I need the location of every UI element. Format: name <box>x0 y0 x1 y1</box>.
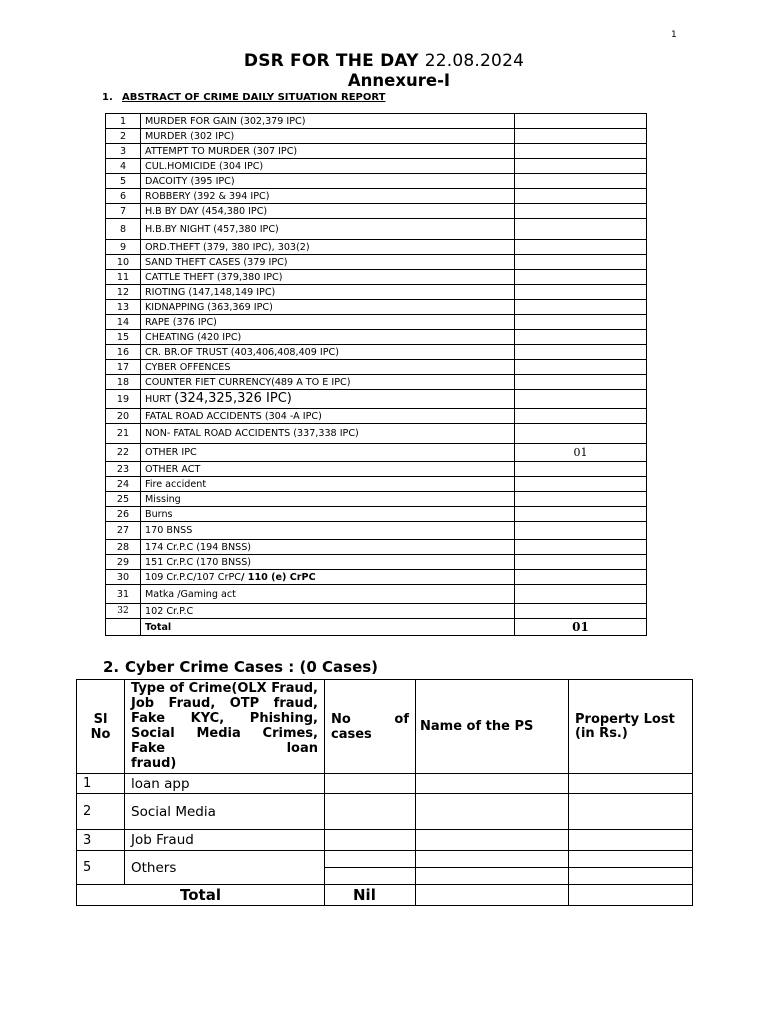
table-row <box>106 409 647 424</box>
row-count <box>515 345 647 360</box>
table-row <box>106 240 647 255</box>
table-row <box>106 390 647 409</box>
row-crime-head: Total <box>141 619 515 636</box>
table-row <box>106 570 647 585</box>
row-sl-no: 10 <box>106 255 141 270</box>
row-ps <box>416 830 569 851</box>
row-sl-no: 13 <box>106 300 141 315</box>
table-row <box>106 330 647 345</box>
row-sl-no: 1 <box>106 114 141 129</box>
row-count <box>515 114 647 129</box>
table-row <box>106 360 647 375</box>
row-sl-no: 3 <box>106 144 141 159</box>
row-crime-head: 102 Cr.P.C <box>141 604 515 619</box>
row-crime-head: CUL.HOMICIDE (304 IPC) <box>141 159 515 174</box>
row-sl-no: 26 <box>106 507 141 522</box>
row-count <box>515 159 647 174</box>
table-row <box>106 144 647 159</box>
row-sl-no: 30 <box>106 570 141 585</box>
row-property <box>569 868 693 885</box>
header-cases-line1: No of <box>331 711 409 727</box>
row-sl-no: 11 <box>106 270 141 285</box>
header-property-line1: Property Lost <box>575 711 675 727</box>
crime-abstract-table <box>105 113 647 636</box>
row-ps <box>416 868 569 885</box>
total-label: Total <box>77 885 325 906</box>
row-crime-head: 170 BNSS <box>141 522 515 540</box>
row-sl-no: 14 <box>106 315 141 330</box>
row-sl-no: 22 <box>106 444 141 462</box>
table-row <box>106 189 647 204</box>
report-title <box>0 51 768 71</box>
row-property <box>569 774 693 794</box>
row-count <box>515 462 647 477</box>
table-row <box>106 375 647 390</box>
row-crime-head: Missing <box>141 492 515 507</box>
table-row <box>106 444 647 462</box>
row-crime-head: RAPE (376 IPC) <box>141 315 515 330</box>
row-ps <box>416 851 569 868</box>
row-crime-head: 174 Cr.P.C (194 BNSS) <box>141 540 515 555</box>
row-ps <box>416 774 569 794</box>
row-property <box>569 851 693 868</box>
table-row <box>106 204 647 219</box>
section1-title: ABSTRACT OF CRIME DAILY SITUATION REPORT <box>122 92 386 103</box>
row-count <box>515 300 647 315</box>
row-sl-no: 32 <box>106 604 141 619</box>
total-property <box>569 885 693 906</box>
section2-title: Cyber Crime Cases : (0 Cases) <box>125 658 379 676</box>
row-count <box>515 315 647 330</box>
cyber-table-header-row <box>77 680 693 774</box>
row-sl: 2 <box>77 794 125 830</box>
row-sl-no: 31 <box>106 585 141 604</box>
section1-number: 1. <box>102 92 113 103</box>
crime-bold-part: / 110 (e) CrPC <box>240 571 316 583</box>
row-count <box>515 219 647 240</box>
crime-prefix: 109 Cr.P.C/107 CrPC <box>145 571 241 583</box>
row-count <box>515 492 647 507</box>
total-count: 01 <box>515 619 647 636</box>
row-count <box>515 129 647 144</box>
table-row <box>106 604 647 619</box>
title-prefix: DSR FOR THE DAY <box>243 51 425 71</box>
table-row <box>106 255 647 270</box>
header-type-main: Type of Crime(OLX Fraud, Job Fraud, OTP fraud, Fake KYC, Phishing, Social Media Crimes, Fake loan <box>131 681 318 756</box>
row-sl-no: 7 <box>106 204 141 219</box>
table-row <box>106 219 647 240</box>
table-row <box>106 129 647 144</box>
row-sl: 3 <box>77 830 125 851</box>
row-sl-no: 15 <box>106 330 141 345</box>
row-cases <box>325 830 416 851</box>
table-row <box>106 159 647 174</box>
section1-heading <box>102 92 385 103</box>
row-crime-head <box>141 570 515 585</box>
row-crime-head: COUNTER FIET CURRENCY(489 A TO E IPC) <box>141 375 515 390</box>
row-sl-no: 23 <box>106 462 141 477</box>
row-count <box>515 240 647 255</box>
row-count <box>515 330 647 345</box>
row-crime-head: CHEATING (420 IPC) <box>141 330 515 345</box>
table-row <box>106 477 647 492</box>
table-row <box>77 830 693 851</box>
row-sl-no: 12 <box>106 285 141 300</box>
crime-prefix: HURT <box>145 394 175 405</box>
row-sl-no: 2 <box>106 129 141 144</box>
table-row <box>106 540 647 555</box>
row-count <box>515 540 647 555</box>
row-crime-head: SAND THEFT CASES (379 IPC) <box>141 255 515 270</box>
row-sl-no: 16 <box>106 345 141 360</box>
row-count <box>515 270 647 285</box>
header-sl-no <box>77 680 125 774</box>
table-row <box>106 114 647 129</box>
row-type: Social Media <box>125 794 325 830</box>
table-row <box>106 507 647 522</box>
row-crime-head: OTHER ACT <box>141 462 515 477</box>
row-crime-head: CR. BR.OF TRUST (403,406,408,409 IPC) <box>141 345 515 360</box>
table-row <box>77 851 693 868</box>
row-count <box>515 390 647 409</box>
row-sl-no: 6 <box>106 189 141 204</box>
table-row <box>106 462 647 477</box>
row-sl-no: 18 <box>106 375 141 390</box>
table-row <box>106 285 647 300</box>
row-sl-no: 5 <box>106 174 141 189</box>
row-crime-head: ROBBERY (392 & 394 IPC) <box>141 189 515 204</box>
row-crime-head: ATTEMPT TO MURDER (307 IPC) <box>141 144 515 159</box>
row-sl-no: 20 <box>106 409 141 424</box>
row-count <box>515 409 647 424</box>
row-count <box>515 424 647 444</box>
table-row <box>106 300 647 315</box>
row-crime-head: OTHER IPC <box>141 444 515 462</box>
row-sl: 5 <box>77 851 125 885</box>
table-row <box>106 585 647 604</box>
row-sl-no: 28 <box>106 540 141 555</box>
crime-sections: (324,325,326 IPC) <box>174 391 292 406</box>
row-sl-no: 17 <box>106 360 141 375</box>
row-count <box>515 555 647 570</box>
row-crime-head: DACOITY (395 IPC) <box>141 174 515 189</box>
row-sl-no: 25 <box>106 492 141 507</box>
row-crime-head: ORD.THEFT (379, 380 IPC), 303(2) <box>141 240 515 255</box>
row-type: Others <box>125 851 325 885</box>
page-number: 1 <box>671 30 677 40</box>
header-ps-name: Name of the PS <box>416 680 569 774</box>
table-row <box>106 345 647 360</box>
header-type-last: fraud) <box>131 756 177 771</box>
table-row <box>77 774 693 794</box>
header-sl-line2: No <box>90 726 111 742</box>
row-crime-head: Burns <box>141 507 515 522</box>
row-count <box>515 477 647 492</box>
row-cases <box>325 794 416 830</box>
row-cases <box>325 774 416 794</box>
table-row <box>106 424 647 444</box>
row-crime-head: CATTLE THEFT (379,380 IPC) <box>141 270 515 285</box>
total-ps <box>416 885 569 906</box>
table-row <box>106 315 647 330</box>
header-property-line2: (in Rs.) <box>575 725 628 741</box>
row-type: loan app <box>125 774 325 794</box>
row-count <box>515 204 647 219</box>
row-count <box>515 604 647 619</box>
row-count <box>515 144 647 159</box>
row-count <box>515 174 647 189</box>
row-count <box>515 507 647 522</box>
row-count <box>515 255 647 270</box>
row-crime-head: RIOTING (147,148,149 IPC) <box>141 285 515 300</box>
row-cases <box>325 851 416 868</box>
row-crime-head: H.B BY DAY (454,380 IPC) <box>141 204 515 219</box>
row-sl-no: 21 <box>106 424 141 444</box>
row-count <box>515 189 647 204</box>
row-crime-head: CYBER OFFENCES <box>141 360 515 375</box>
row-sl-no: 9 <box>106 240 141 255</box>
table-row <box>77 794 693 830</box>
row-crime-head: NON- FATAL ROAD ACCIDENTS (337,338 IPC) <box>141 424 515 444</box>
row-sl: 1 <box>77 774 125 794</box>
cyber-crime-table <box>76 679 693 906</box>
row-sl-no: 4 <box>106 159 141 174</box>
section2-heading <box>103 658 378 676</box>
header-sl-line1: Sl <box>93 711 108 727</box>
row-sl-no: 19 <box>106 390 141 409</box>
row-sl-no <box>106 619 141 636</box>
total-row <box>77 885 693 906</box>
header-no-of-cases <box>325 680 416 774</box>
row-crime-head <box>141 390 515 409</box>
table-row <box>106 492 647 507</box>
row-cases <box>325 868 416 885</box>
row-sl-no: 27 <box>106 522 141 540</box>
table-row <box>106 555 647 570</box>
total-value: Nil <box>325 885 416 906</box>
row-property <box>569 830 693 851</box>
report-date: 22.08.2024 <box>424 51 525 71</box>
row-sl-no: 24 <box>106 477 141 492</box>
section2-number: 2. <box>103 658 120 676</box>
row-crime-head: MURDER (302 IPC) <box>141 129 515 144</box>
row-property <box>569 794 693 830</box>
row-type: Job Fraud <box>125 830 325 851</box>
header-property-lost <box>569 680 693 774</box>
row-count <box>515 285 647 300</box>
row-count <box>515 360 647 375</box>
table-row <box>106 174 647 189</box>
row-count <box>515 585 647 604</box>
table-row <box>106 270 647 285</box>
row-crime-head: FATAL ROAD ACCIDENTS (304 -A IPC) <box>141 409 515 424</box>
row-crime-head: KIDNAPPING (363,369 IPC) <box>141 300 515 315</box>
row-sl-no: 29 <box>106 555 141 570</box>
row-crime-head: 151 Cr.P.C (170 BNSS) <box>141 555 515 570</box>
row-ps <box>416 794 569 830</box>
row-crime-head: Fire accident <box>141 477 515 492</box>
row-count <box>515 375 647 390</box>
annexure-heading: Annexure-I <box>347 71 451 90</box>
row-sl-no: 8 <box>106 219 141 240</box>
header-cases-line2: cases <box>331 726 372 742</box>
row-count <box>515 570 647 585</box>
row-crime-head: H.B.BY NIGHT (457,380 IPC) <box>141 219 515 240</box>
row-count: 01 <box>515 444 647 462</box>
header-type-of-crime <box>125 680 325 774</box>
row-crime-head: MURDER FOR GAIN (302,379 IPC) <box>141 114 515 129</box>
row-crime-head: Matka /Gaming act <box>141 585 515 604</box>
abstract-total-row <box>106 619 647 636</box>
row-count <box>515 522 647 540</box>
table-row <box>106 522 647 540</box>
